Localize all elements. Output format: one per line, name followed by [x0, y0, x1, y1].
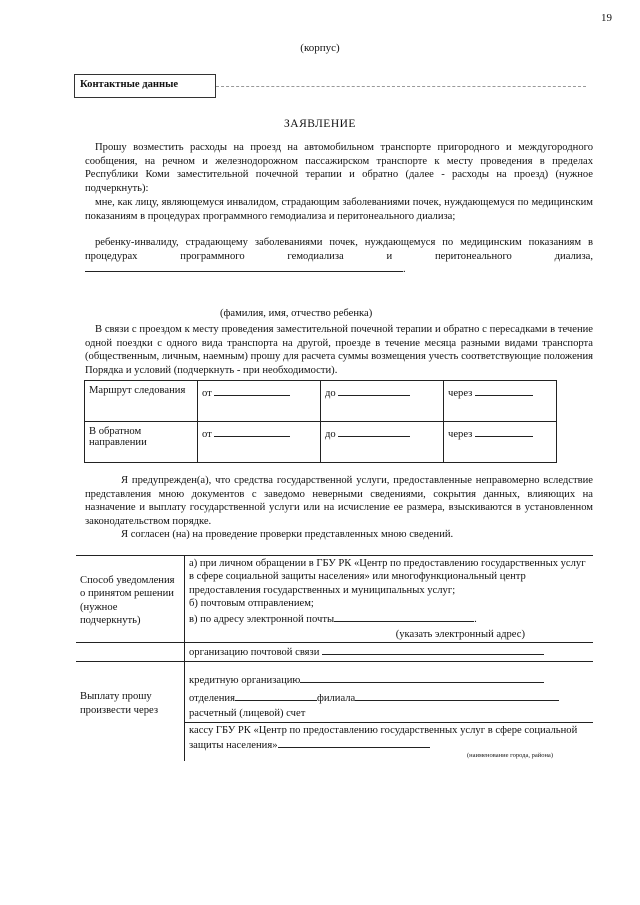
- payment-credit[interactable]: [185, 662, 594, 689]
- table-row: [85, 381, 557, 422]
- route-label: Маршрут следования: [85, 381, 198, 422]
- intro-paragraph: Прошу возместить расходы на проезд на автомобильном транспорте пригородного и междугородного сообщения, на речном и железнодорожном пассажирском транспорте к месту проведения в пределах Республики Коми заместительной почечной терапии и обратно (далее - расходы на проезд) (нужное подчеркнуть):: [85, 142, 593, 194]
- to-field[interactable]: [338, 426, 410, 437]
- payment-branch[interactable]: [185, 689, 594, 706]
- contact-label: Контактные данные: [80, 79, 179, 90]
- korpus-caption: (корпус): [300, 42, 340, 54]
- payment-credit-text: кредитную организацию: [189, 675, 301, 687]
- notify-option-a[interactable]: а) при личном обращении в ГБУ РК «Центр по предоставлению государственных услуг в сфере социальной защиты населения» или многофункциональный центр предоставления государственных и муниципальных услуг;: [189, 558, 586, 596]
- return-from-cell[interactable]: [198, 422, 321, 463]
- fio-hint: (фамилия, имя, отчество ребенка): [220, 308, 373, 319]
- payment-cashier[interactable]: [185, 722, 594, 761]
- table-row: [85, 422, 557, 463]
- filial-text: филиала: [316, 692, 356, 704]
- to-field[interactable]: [338, 385, 410, 396]
- branch-text: отделения: [189, 692, 235, 704]
- payment-postal-text: организацию почтовой связи: [189, 647, 320, 659]
- from-label: от: [202, 388, 212, 399]
- document-title: ЗАЯВЛЕНИЕ: [284, 118, 356, 130]
- filial-field[interactable]: [355, 690, 559, 701]
- notify-options: [185, 556, 594, 628]
- to-label: до: [325, 429, 336, 440]
- route-via-cell[interactable]: [444, 381, 557, 422]
- return-via-cell[interactable]: [444, 422, 557, 463]
- route-from-cell[interactable]: [198, 381, 321, 422]
- payment-account[interactable]: [185, 706, 594, 722]
- payment-postal[interactable]: [185, 643, 594, 662]
- option-self: мне, как лицу, являющемуся инвалидом, страдающим заболеваниями почек, нуждающемуся по медицинским показаниям в процедурах программного гемодиализа и перитонеального диализа;: [85, 197, 593, 222]
- from-field[interactable]: [214, 426, 290, 437]
- via-field[interactable]: [475, 426, 533, 437]
- return-to-cell[interactable]: [321, 422, 444, 463]
- payment-label: Выплату прошу произвести через: [76, 662, 185, 762]
- return-label: В обратном направлении: [85, 422, 198, 463]
- branch-field[interactable]: [235, 690, 317, 701]
- account-text: расчетный (лицевой) счет: [189, 708, 306, 720]
- notify-table: [76, 555, 593, 761]
- transport-paragraph: В связи с проездом к месту проведения заместительной почечной терапии и обратно с пересадками в течение одной поездки с одного вида транспорта на другой, проезде в течение месяца разными видами транспорта (общественным, личным, наемным) прошу для расчета суммы возмещения учесть соответствующие положения Порядка и условий (подчеркнуть - при необходимости).: [85, 324, 593, 376]
- credit-field[interactable]: [300, 672, 544, 683]
- via-label: через: [448, 429, 473, 440]
- notify-option-b[interactable]: б) почтовым отправлением;: [189, 598, 314, 610]
- consent-paragraph: Я согласен (на) на проведение проверки представленных мною сведений.: [121, 529, 454, 540]
- cashier-text: кассу ГБУ РК «Центр по предоставлению государственных услуг в сфере социальной защиты населения»: [189, 724, 578, 752]
- option-child: ребенку-инвалиду, страдающему заболеваниями почек, нуждающемуся по медицинским показаниям в процедурах программного гемодиализа и перитонеального диализа, .: [85, 237, 593, 276]
- email-field[interactable]: [334, 611, 474, 622]
- child-name-field[interactable]: [85, 271, 403, 272]
- notify-label: Способ уведомления о принятом решении (нужное подчеркнуть): [76, 556, 185, 643]
- from-label: от: [202, 429, 212, 440]
- city-field[interactable]: [278, 737, 430, 748]
- postal-field[interactable]: [322, 644, 544, 655]
- warning-paragraph: Я предупрежден(а), что средства государственной услуги, предоставленные неправомерно вследствие представления мною документов с заведомо неверными сведениями, сокрытия данных, влияющих на назначение и выплату государственной услуги или на исчисление ее размера, взыскиваются в установленном законодательством порядке.: [85, 475, 593, 527]
- page-number: 19: [601, 12, 612, 24]
- city-hint: (наименование города, района): [467, 752, 553, 760]
- contact-dashed-line: [216, 86, 586, 87]
- option-child-text: ребенку-инвалиду, страдающему заболеваниями почек, нуждающемуся по медицинским показаниям в процедурах программного гемодиализа и перитонеального диализа,: [85, 237, 593, 262]
- notify-option-c-text: в) по адресу электронной почты: [189, 613, 335, 625]
- via-label: через: [448, 388, 473, 399]
- email-hint: (указать электронный адрес): [395, 629, 525, 641]
- to-label: до: [325, 388, 336, 399]
- via-field[interactable]: [475, 385, 533, 396]
- route-to-cell[interactable]: [321, 381, 444, 422]
- notify-option-c[interactable]: в) по адресу электронной почты .: [189, 611, 589, 626]
- from-field[interactable]: [214, 385, 290, 396]
- route-table: [84, 380, 557, 463]
